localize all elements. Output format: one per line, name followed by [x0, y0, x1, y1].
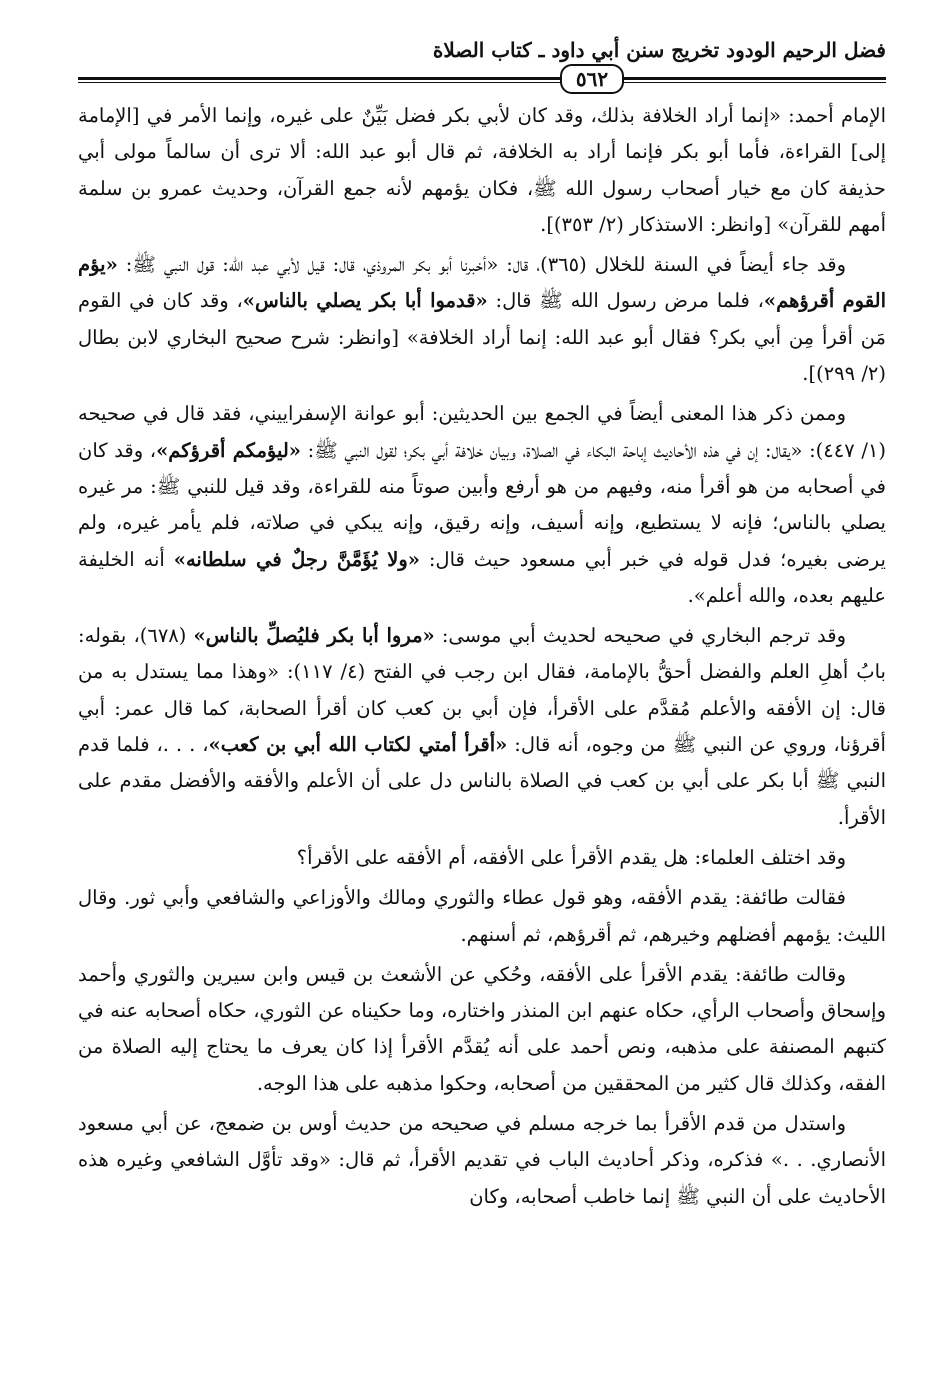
text-segment: واستدل من قدم الأقرأ بما خرجه مسلم في صحيحه من حديث أوس بن ضمعج، عن أبي مسعود الأنصاري. . .» فذكره، وذكر أحاديث الباب في تقديم الأقرأ، ثم قال: «وقد تأوَّل الشافعي وغيره هذه الأحاديث على أن النبي ﷺ إنما خاطب أصحابه، وكان	[78, 1112, 886, 1208]
paragraph	[78, 957, 886, 1102]
text-segment: وقد اختلف العلماء: هل يقدم الأقرأ على الأفقه، أم الأفقه على الأقرأ؟	[296, 845, 846, 869]
paragraph	[78, 880, 886, 953]
paragraph	[78, 247, 886, 392]
hadith-quote: «قدموا أبا بكر يصلي بالناس»	[242, 289, 488, 313]
paragraph	[78, 1106, 886, 1215]
text-segment: ، وقد كان في القوم مَن أقرأ مِن أبي بكر؟ فقال أبو عبد الله: إنما أراد الخلافة» [وانظر: شرح صحيح البخاري لابن بطال (٢/ ٢٩٩)].	[78, 289, 886, 386]
running-header	[78, 30, 886, 91]
book-page	[78, 30, 886, 1370]
text-segment: وقد ترجم البخاري في صحيحه لحديث أبي موسى:	[434, 624, 846, 648]
hadith-quote: «مروا أبا بكر فليُصلِّ بالناس»	[193, 624, 435, 648]
running-header-title: فضل الرحيم الودود تخريج سنن أبي داود ـ كتاب الصلاة	[432, 38, 886, 62]
text-segment: الإمام أحمد: «إنما أراد الخلافة بذلك، وقد كان لأبي بكر فضل بَيِّنٌ على غيره، وإنما الأمر في [الإمامة إلى] القراءة، فأما أبو بكر فإنما أراد به الخلافة، ثم قال أبو عبد الله: ألا ترى أن سالماً مولى أبي حذيفة كان مع خيار أصحاب رسول الله ﷺ، فكان يؤمهم لأنه جمع القرآن، وحديث عمرو بن سلمة أمهم للقرآن» [وانظر: الاستذكار (٢/ ٣٥٣)].	[78, 104, 886, 236]
hadith-quote: «ولا يُؤَمَّنَّ رجلٌ في سلطانه»	[173, 547, 420, 571]
body-text	[78, 98, 886, 1215]
hadith-quote: «يؤم القوم أقرؤهم»	[78, 253, 886, 313]
text-segment: ، فلما مرض رسول الله ﷺ قال:	[487, 289, 764, 313]
text-segment: (٦٧٨)، بقوله: بابُ أهلِ العلم والفضل أحقُّ بالإمامة، فقال ابن رجب في الفتح (٤/ ١١٧): «وهذا مما يستدل به من قال: إن الأفقه والأعلم مُقدَّم على الأقرأ، فإن أبي بن كعب كان أقرأ الصحابة، كما قال عمر: أبي أقرؤنا، وروي عن النبي ﷺ من وجوه، أنه قال:	[78, 624, 886, 757]
hadith-quote: «ليؤمكم أقرؤكم»	[156, 438, 301, 462]
text-segment: ، . . .، فلما قدم النبي ﷺ أبا بكر على أبي بن كعب في الصلاة بالناس دل على أن الأعلم والأفقه والأفضل مقدم على الأقرأ.	[78, 733, 886, 829]
page-number: ٥٦٢	[560, 64, 624, 94]
hadith-quote: «أقرأ أمتي لكتاب الله أبي بن كعب»	[208, 733, 508, 757]
paragraph	[78, 840, 886, 876]
text-segment: ، وقد كان في أصحابه من هو أقرأ منه، وفيهم من هو أرفع وأبين صوتاً منه للقراءة، وقد قيل للنبي ﷺ: مر غيره يصلي بالناس؛ فإنه لا يستطيع، وإنه أسيف، وإنه رقيق، وإنه يبكي في صلاته، فلم يأمر غيره، ولم يرضى بغيره؛ فدل قوله في خبر أبي مسعود حيث قال:	[78, 438, 886, 571]
text-segment: أنه الخليفة عليهم بعده، والله أعلم».	[78, 547, 886, 607]
text-segment: وقالت طائفة: يقدم الأقرأ على الأفقه، وحُكي عن الأشعث بن قيس وابن سيرين والثوري وأحمد وإسحاق وأصحاب الرأي، حكاه عنهم ابن المنذر واختاره، وما حكيناه عن الثوري، حكاه أصحابه عنه في كتبهم المصنفة على مذهبه، ونص أحمد على أنه يُقدَّم الأقرأ إذا كان يعرف ما يحتاج إليه الصلاة من الفقه، وكذلك قال كثير من المحققين من أصحابه، وحكوا مذهبه على هذا الوجه.	[78, 962, 886, 1095]
text-segment: وممن ذكر هذا المعنى أيضاً في الجمع بين الحديثين: أبو عوانة الإسفراييني، فقد قال في صحيحه (١/ ٤٤٧): «يقال: إن في هذه الأحاديث إباحة البكاء في الصلاة، وبيان خلافة أبي بكر؛ لقول النبي ﷺ:	[78, 402, 887, 462]
text-segment: وقد جاء أيضاً في السنة للخلال (٣٦٥)، قال: «أخبرنا أبو بكر المروذي، قال: قيل لأبي عبد الله: قول النبي ﷺ:	[117, 253, 846, 277]
paragraph	[78, 396, 886, 614]
header-rule-thin	[78, 82, 886, 83]
header-rule	[78, 77, 886, 80]
paragraph	[78, 98, 886, 243]
text-segment: فقالت طائفة: يقدم الأفقه، وهو قول عطاء والثوري ومالك والأوزاعي والشافعي وأبي ثور. وقال الليث: يؤمهم أفضلهم وخيرهم، ثم أقرؤهم، ثم أسنهم.	[78, 886, 886, 946]
paragraph	[78, 618, 886, 836]
